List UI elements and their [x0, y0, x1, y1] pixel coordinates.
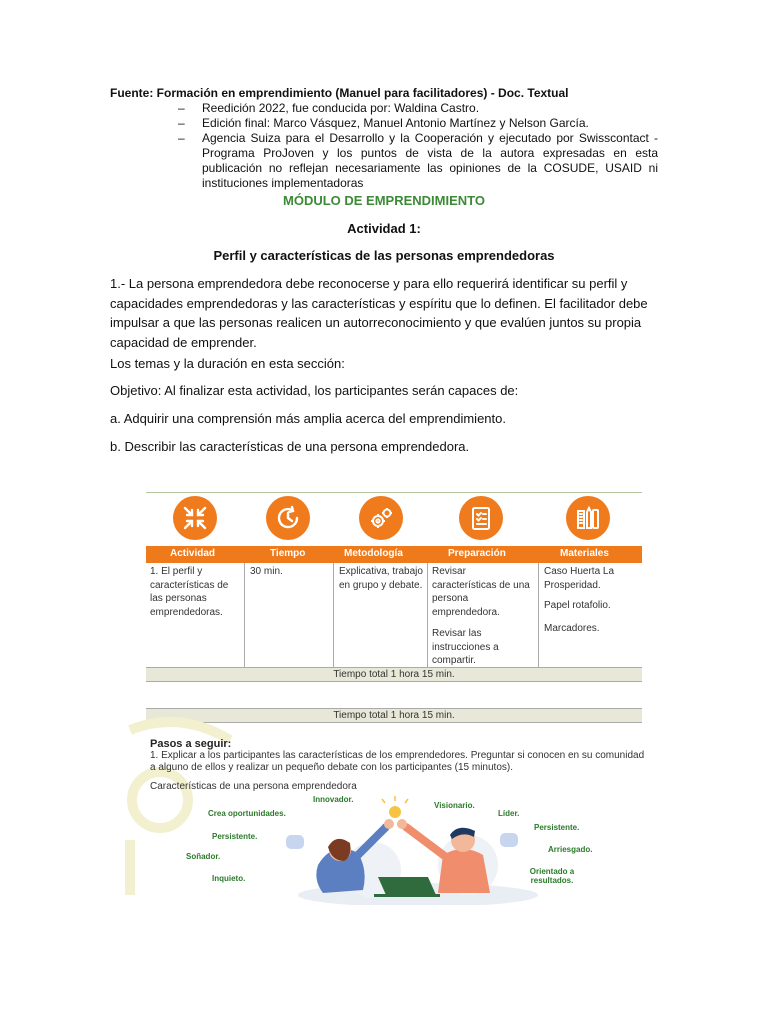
trait-innovador: Innovador.	[313, 795, 354, 804]
source-item: – Edición final: Marco Vásquez, Manuel Antonio Martínez y Nelson García.	[178, 116, 589, 130]
step-1: 1. Explicar a los participantes las características de los emprendedores. Preguntar si conocen en su comunidad a alguno de ellos y realizar un pequeño debate con los participantes (15 minutos).	[150, 750, 645, 773]
header-materiales: Materiales	[560, 548, 609, 559]
icon-row	[146, 494, 642, 544]
trait-orientado-a-resultados: Orientado a resultados.	[529, 867, 575, 885]
cell-materiales-3: Marcadores.	[544, 623, 600, 634]
figure-top-rule	[146, 492, 642, 493]
trait-arriesgado: Arriesgado.	[548, 845, 593, 854]
trait-persistente-right: Persistente.	[534, 823, 580, 832]
gears-icon	[359, 496, 403, 540]
cell-materiales-1: Caso Huerta La Prosperidad.	[544, 566, 615, 591]
characteristics-caption: Características de una persona emprendedora	[150, 781, 357, 792]
cell-tiempo: 30 min.	[250, 566, 283, 577]
intro-paragraph: 1.- La persona emprendedora debe reconocerse y para ello requerirá identificar su perfil y capacidades emprendedoras y las características y espíritu que lo definen. El facilitador debe impulsar a que las personas realicen un autorreconocimiento y que evalúen juntos su propia capacidad de emprender.	[110, 276, 648, 350]
total-time-row-duplicate: Tiempo total 1 hora 15 min.	[146, 708, 642, 723]
trait-visionario: Visionario.	[434, 801, 475, 810]
cell-actividad: 1. El perfil y características de las personas emprendedoras.	[150, 566, 229, 618]
objective-b: b. Describir las características de una persona emprendedora.	[110, 439, 470, 454]
activity-title: Actividad 1:	[347, 221, 421, 236]
objective-a: a. Adquirir una comprensión más amplia acerca del emprendimiento.	[110, 411, 506, 426]
column-divider	[244, 563, 245, 667]
header-actividad: Actividad	[170, 548, 216, 559]
header-metodologia: Metodología	[344, 548, 403, 559]
source-item: – Agencia Suiza para el Desarrollo y la Cooperación y ejecutado por Swisscontact - Programa ProJoven y los puntos de vista de la autora expresadas en esta publicación no reflejan necesariamente las opiniones de la COSUDE, USAID ni instituciones implementadoras	[178, 131, 658, 190]
objective-paragraph: Objetivo: Al finalizar esta actividad, los participantes serán capaces de:	[110, 383, 519, 398]
column-divider	[427, 563, 428, 667]
clock-icon	[266, 496, 310, 540]
column-divider	[538, 563, 539, 667]
trait-inquieto: Inquieto.	[212, 874, 246, 883]
trait-sonador: Soñador.	[186, 852, 221, 861]
header-preparacion: Preparación	[448, 548, 506, 559]
cell-materiales-2: Papel rotafolio.	[544, 600, 611, 611]
cell-metodologia: Explicativa, trabajo en grupo y debate.	[339, 566, 423, 591]
cell-preparacion-2: Revisar las instrucciones a compartir.	[432, 628, 499, 666]
activity-subtitle: Perfil y características de las personas emprendedoras	[213, 248, 555, 263]
trait-lider: Líder.	[498, 809, 520, 818]
arrows-inward-icon	[173, 496, 217, 540]
source-list	[178, 101, 658, 191]
decorative-gears-watermark	[110, 690, 260, 900]
column-divider	[333, 563, 334, 667]
checklist-icon	[459, 496, 503, 540]
supplies-icon	[566, 496, 610, 540]
topics-paragraph: Los temas y la duración en esta sección:	[110, 356, 345, 371]
table-header	[146, 546, 642, 563]
source-title: Fuente: Formación en emprendimiento (Manuel para facilitadores) - Doc. Textual	[110, 86, 569, 100]
table-body	[146, 563, 642, 667]
cell-preparacion-1: Revisar características de una persona emprendedora.	[432, 566, 530, 618]
steps-heading: Pasos a seguir:	[150, 738, 232, 750]
trait-crea-oportunidades: Crea oportunidades.	[208, 809, 286, 818]
trait-persistente-left: Persistente.	[212, 832, 258, 841]
total-time-row: Tiempo total 1 hora 15 min.	[146, 667, 642, 682]
header-tiempo: Tiempo	[270, 548, 306, 559]
module-title: MÓDULO DE EMPRENDIMIENTO	[283, 193, 485, 208]
source-item: – Reedición 2022, fue conducida por: Waldina Castro.	[178, 101, 480, 115]
